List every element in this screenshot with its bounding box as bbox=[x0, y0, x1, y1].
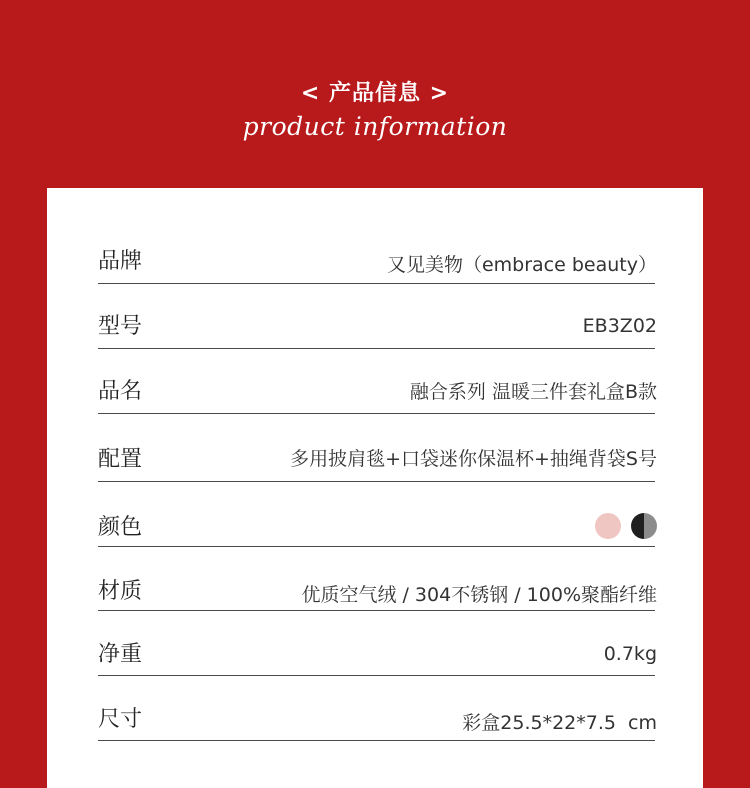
divider bbox=[98, 481, 655, 482]
color-swatch-pink[interactable] bbox=[595, 513, 621, 539]
spec-label: 配置 bbox=[98, 447, 143, 472]
divider bbox=[98, 740, 655, 741]
divider bbox=[98, 546, 655, 547]
spec-row-name bbox=[98, 368, 655, 414]
spec-value: 多用披肩毯+口袋迷你保温杯+抽绳背袋S号 bbox=[290, 448, 657, 470]
spec-label: 型号 bbox=[98, 314, 143, 339]
spec-label: 材质 bbox=[98, 579, 143, 604]
color-swatch-gray[interactable] bbox=[631, 513, 657, 539]
spec-label: 品名 bbox=[98, 379, 143, 404]
spec-value: 又见美物（embrace beauty） bbox=[386, 254, 657, 276]
spec-row-weight bbox=[98, 632, 655, 676]
spec-row-color bbox=[98, 504, 655, 547]
spec-row-material bbox=[98, 568, 655, 611]
divider bbox=[98, 348, 655, 349]
spec-label: 尺寸 bbox=[98, 707, 143, 732]
spec-value: 0.7kg bbox=[603, 643, 657, 665]
spec-value: 彩盒25.5*22*7.5 cm bbox=[462, 712, 657, 734]
spec-value: 融合系列 温暖三件套礼盒B款 bbox=[409, 381, 657, 403]
divider bbox=[98, 610, 655, 611]
divider bbox=[98, 675, 655, 676]
header-title: < 产品信息 > bbox=[300, 81, 450, 106]
divider bbox=[98, 283, 655, 284]
header-subtitle: product information bbox=[242, 112, 508, 141]
spec-row-config bbox=[98, 436, 655, 482]
spec-label: 颜色 bbox=[98, 515, 143, 540]
spec-row-size bbox=[98, 696, 655, 741]
divider bbox=[98, 413, 655, 414]
spec-row-model bbox=[98, 304, 655, 349]
spec-label: 品牌 bbox=[98, 249, 143, 274]
spec-row-brand bbox=[98, 240, 655, 284]
spec-label: 净重 bbox=[98, 642, 143, 667]
spec-value: EB3Z02 bbox=[582, 315, 657, 337]
spec-value: 优质空气绒 / 304不锈钢 / 100%聚酯纤维 bbox=[301, 584, 657, 606]
product-info-card bbox=[47, 188, 703, 788]
